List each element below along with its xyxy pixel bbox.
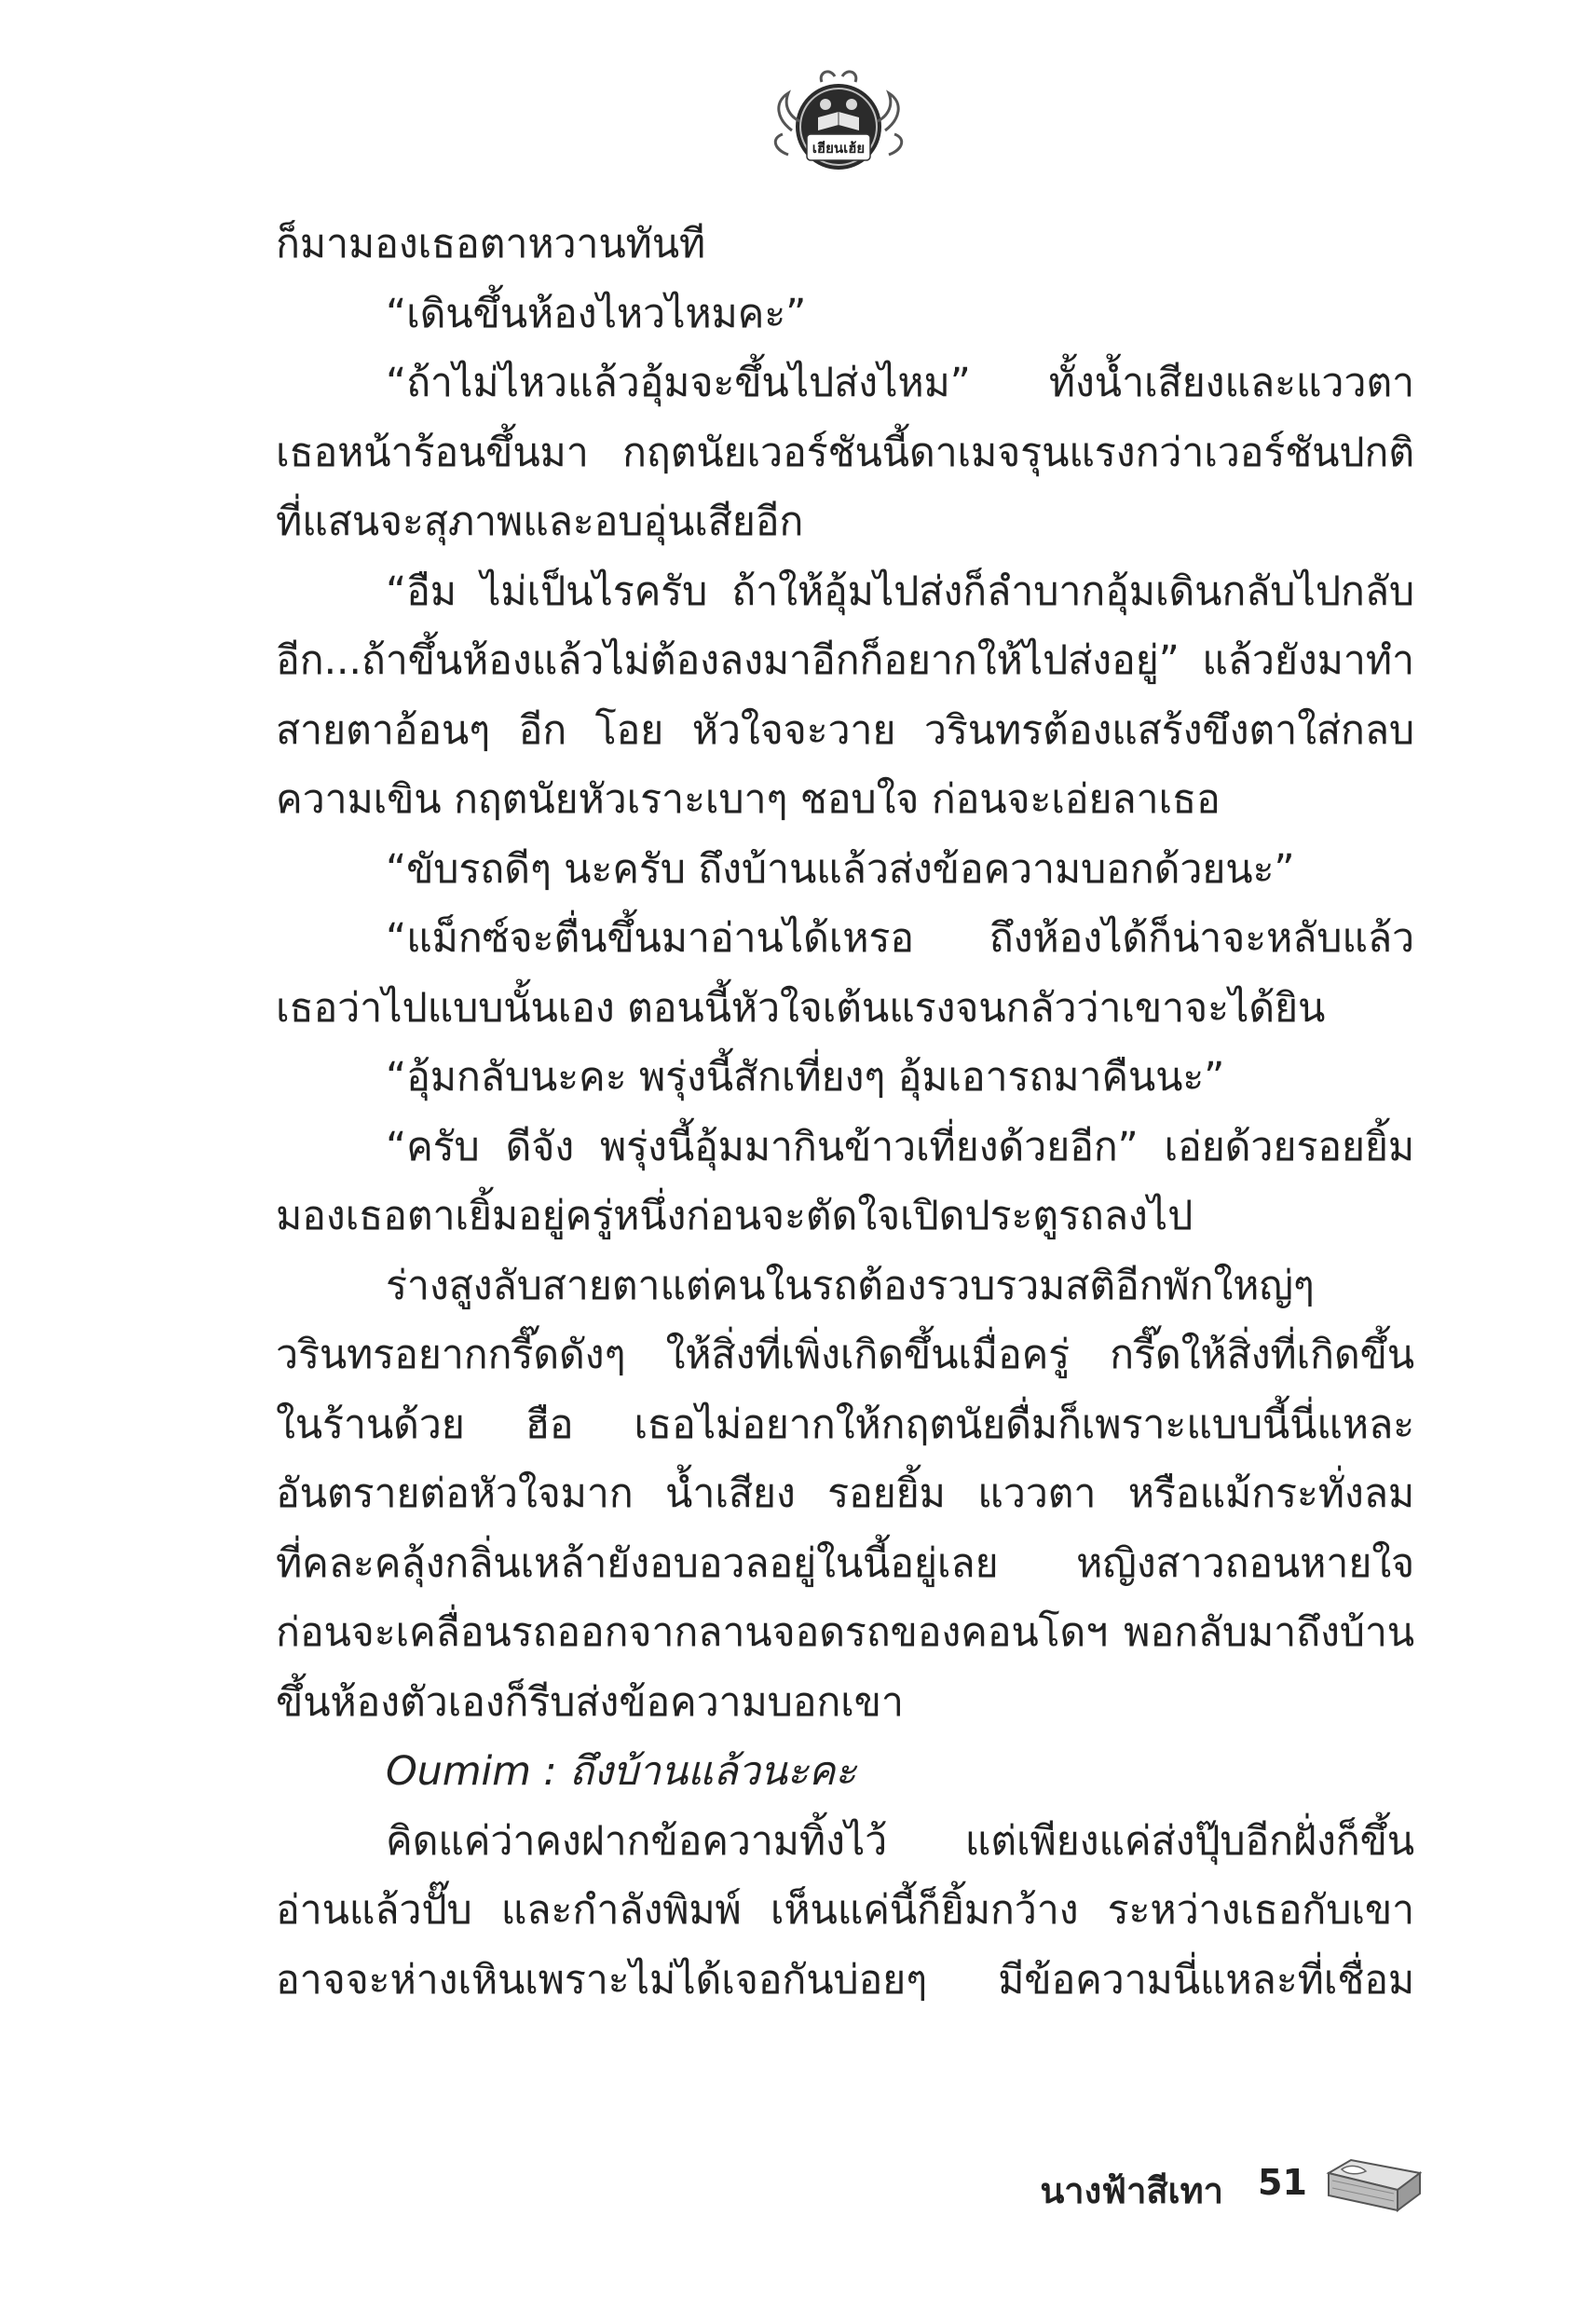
logo-text: เฮียนเฮ้ย bbox=[812, 140, 866, 157]
footer-book-title: นางฟ้าสีเทา bbox=[1040, 2170, 1223, 2211]
text-line: วรินทรอยากกรี๊ดดังๆ ให้สิ่งที่เพิ่งเกิดขึ้นเมื่อครู่ กรี๊ดให้สิ่งที่เกิดขึ้น bbox=[276, 1332, 1414, 1378]
text-line: ที่คละคลุ้งกลิ่นเหล้ายังอบอวลอยู่ในนี้อยู่เลย หญิงสาวถอนหายใจ bbox=[276, 1539, 1414, 1587]
text-line: ที่แสนจะสุภาพและอบอุ่นเสียอีก bbox=[276, 499, 804, 545]
text-line: อันตรายต่อหัวใจมาก น้ำเสียง รอยยิ้ม แววตา หรือแม้กระทั่งลม bbox=[276, 1470, 1414, 1517]
text-line: ในร้านด้วย ฮือ เธอไม่อยากให้กฤตนัยดื่มก็เพราะแบบนี้นี่แหละ bbox=[276, 1401, 1414, 1448]
text-line: อ่านแล้วปั๊บ และกำลังพิมพ์ เห็นแค่นี้ก็ยิ้มกว้าง ระหว่างเธอกับเขา bbox=[276, 1887, 1414, 1934]
text-line: คิดแค่ว่าคงฝากข้อความทิ้งไว้ แต่เพียงแค่ส่งปุ๊บอีกฝั่งก็ขึ้น bbox=[386, 1817, 1414, 1865]
text-line: อาจจะห่างเหินเพราะไม่ได้เจอกันบ่อยๆ มีข้อความนี่แหละที่เชื่อม bbox=[276, 1956, 1414, 2003]
body-text bbox=[276, 210, 1414, 2015]
text-line: “แม็กซ์จะตื่นขึ้นมาอ่านได้เหรอ ถึงห้องได้ก็น่าจะหลับแล้ว bbox=[386, 915, 1414, 962]
text-line: “ขับรถดีๆ นะครับ ถึงบ้านแล้วส่งข้อความบอกด้วยนะ” bbox=[386, 845, 1295, 893]
page-footer bbox=[932, 2134, 1453, 2227]
text-line: “เดินขึ้นห้องไหวไหมคะ” bbox=[386, 290, 807, 337]
text-line: สายตาอ้อนๆ อีก โอย หัวใจจะวาย วรินทรต้องแสร้งขึงตาใส่กลบ bbox=[276, 706, 1414, 754]
bed-icon bbox=[1323, 2153, 1425, 2218]
text-line: “ครับ ดีจัง พรุ่งนี้อุ้มมากินข้าวเที่ยงด้วยอีก” เอ่ยด้วยรอยยิ้ม bbox=[386, 1123, 1414, 1170]
text-line: ขึ้นห้องตัวเองก็รีบส่งข้อความบอกเขา bbox=[276, 1678, 904, 1726]
page-number: 51 bbox=[1258, 2162, 1307, 2203]
text-line: ความเขิน กฤตนัยหัวเราะเบาๆ ชอบใจ ก่อนจะเอ่ยลาเธอ bbox=[276, 776, 1221, 823]
text-line: ก่อนจะเคลื่อนรถออกจากลานจอดรถของคอนโดฯ พอกลับมาถึงบ้าน bbox=[276, 1609, 1414, 1656]
text-line: มองเธอตาเยิ้มอยู่ครู่หนึ่งก่อนจะตัดใจเปิดประตูรถลงไป bbox=[276, 1193, 1194, 1239]
ornate-book-crest-icon bbox=[764, 65, 913, 186]
text-line: Oumim : ถึงบ้านแล้วนะคะ bbox=[386, 1748, 857, 1795]
text-line: อีก...ถ้าขึ้นห้องแล้วไม่ต้องลงมาอีกก็อยากให้ไปส่งอยู่” แล้วยังมาทำ bbox=[276, 637, 1414, 684]
text-line: ร่างสูงลับสายตาแต่คนในรถต้องรวบรวมสติอีกพักใหญ่ๆ bbox=[386, 1262, 1315, 1309]
text-line: ก็มามองเธอตาหวานทันที bbox=[276, 221, 706, 267]
text-line: “อุ้มกลับนะคะ พรุ่งนี้สักเที่ยงๆ อุ้มเอารถมาคืนนะ” bbox=[386, 1054, 1225, 1101]
text-line: เธอหน้าร้อนขึ้นมา กฤตนัยเวอร์ชันนี้ดาเมจรุนแรงกว่าเวอร์ชันปกติ bbox=[276, 429, 1414, 476]
text-line: เธอว่าไปแบบนั้นเอง ตอนนี้หัวใจเต้นแรงจนกลัวว่าเขาจะได้ยิน bbox=[276, 984, 1326, 1032]
text-line: “ถ้าไม่ไหวแล้วอุ้มจะขึ้นไปส่งไหม” ทั้งน้ำเสียงและแววตา bbox=[386, 360, 1414, 406]
text-line: “อืม ไม่เป็นไรครับ ถ้าให้อุ้มไปส่งก็ลำบากอุ้มเดินกลับไปกลับ bbox=[386, 567, 1414, 615]
